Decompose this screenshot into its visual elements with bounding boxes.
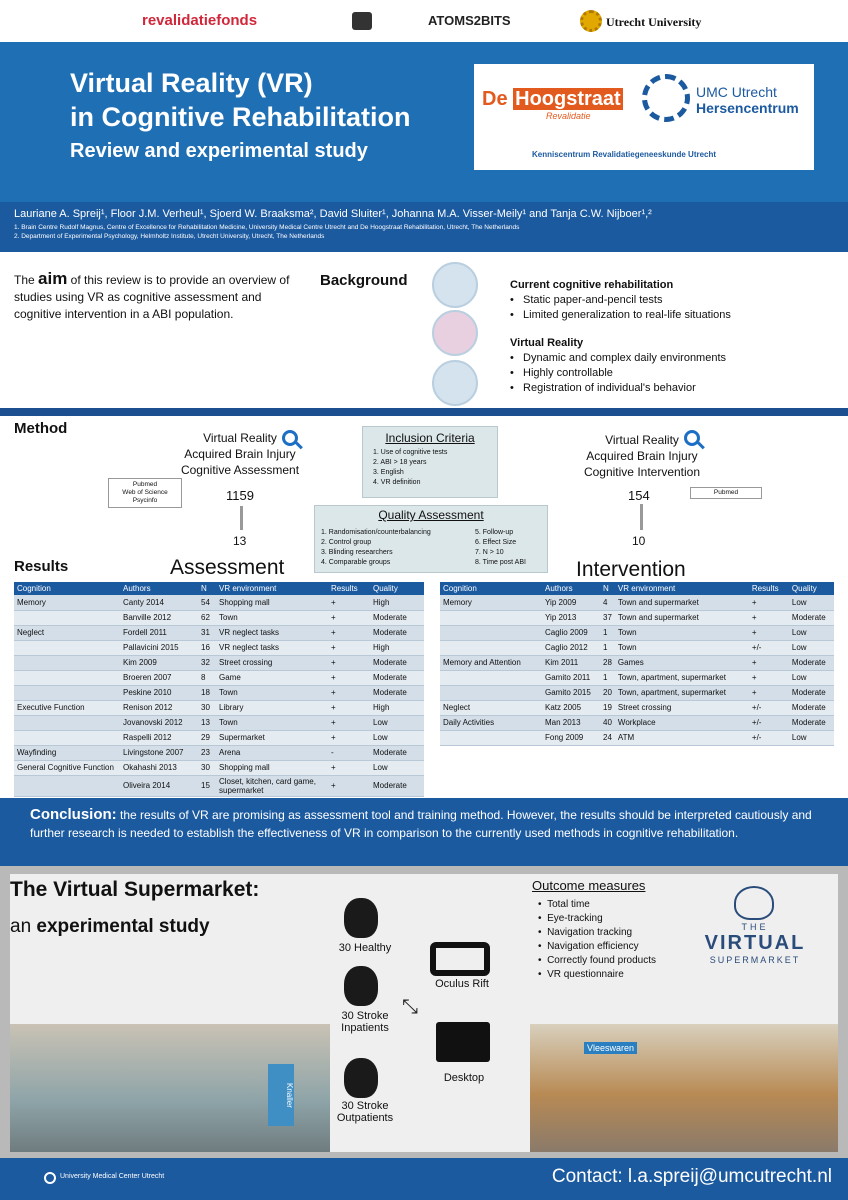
assessment-cell: + [328,670,370,685]
umc-emblem-icon [44,1172,56,1184]
assessment-cell: Memory [14,595,120,610]
intervention-cell: Street crossing [615,700,749,715]
intervention-cell: 28 [600,655,615,670]
section-divider [0,408,848,416]
intervention-cell: Town and supermarket [615,595,749,610]
group-inpatients: 30 Stroke Inpatients [341,1010,389,1034]
table-row [440,595,834,610]
assessment-cell: VR neglect tasks [216,625,328,640]
assessment-cell: Town [216,610,328,625]
table-row [14,775,424,796]
table-row [440,610,834,625]
intervention-cell: 1 [600,670,615,685]
intervention-cell: Moderate [789,700,834,715]
intervention-cell [440,640,542,655]
intervention-cell: ATM [615,730,749,745]
supermarket-section [0,866,848,1158]
supermarket-render-left [10,1024,330,1152]
city-collage-icon [432,310,478,356]
table-row [14,595,424,610]
double-arrow-icon: ⤡ [402,996,418,1018]
intervention-cell: 1 [600,625,615,640]
assessment-cell: Okahashi 2013 [120,760,198,775]
current-rehab-item-1: • Static paper-and-pencil tests [510,294,663,306]
vr-item-2: • Highly controllable [510,367,613,379]
assessment-cell: + [328,595,370,610]
intervention-cell: + [749,670,789,685]
intervention-cell [440,610,542,625]
table-row [14,640,424,655]
assessment-cell [14,715,120,730]
assessment-table [14,582,424,797]
intervention-cell: Town and supermarket [615,610,749,625]
intervention-header-cell: VR environment [615,582,749,595]
assessment-cell: + [328,715,370,730]
assessment-title: Assessment [170,556,285,579]
assessment-cell: Neglect [14,625,120,640]
assessment-cell: Pallavicini 2015 [120,640,198,655]
intervention-cell [440,670,542,685]
group-outpatients: 30 Stroke Outpatients [336,1100,394,1124]
table-row [14,745,424,760]
aim-text: The aim of this review is to provide an overview of studies using VR as cognitive assessment and cognitive intervention in a ABI population. [14,269,290,321]
inclusion-title: Inclusion Criteria [385,431,475,445]
table-row [14,730,424,745]
assessment-arrow [240,506,243,530]
table-row [14,700,424,715]
assessment-cell [14,655,120,670]
intervention-cell: Kim 2011 [542,655,600,670]
sun-seal-icon [580,10,602,32]
intervention-cell: + [749,655,789,670]
device-oculus: Oculus Rift [435,978,489,990]
assessment-cell: Peskine 2010 [120,685,198,700]
title-line-1: Virtual Reality (VR) [70,68,313,98]
assessment-header-cell: Results [328,582,370,595]
assessment-cell: Moderate [370,610,424,625]
quality-list-right: 5. Follow-up 6. Effect Size 7. N > 10 8. Time post ABI [475,529,526,566]
assessment-header-cell: N [198,582,216,595]
current-rehab-item-2: • Limited generalization to real-life situations [510,309,731,321]
assessment-search-title: Virtual Reality Acquired Brain Injury Cognitive Assessment [180,431,300,477]
intervention-count: 154 [628,488,650,503]
assessment-cell: 32 [198,655,216,670]
quality-assessment-box [314,505,548,573]
intervention-cell: 19 [600,700,615,715]
intervention-cell [440,730,542,745]
vr-headset-icon [432,360,478,406]
intervention-search-title: Virtual Reality Acquired Brain Injury Cognitive Intervention [583,433,701,479]
poster-header [0,42,848,202]
assessment-cell: 54 [198,595,216,610]
umc-logo-text: UMC Utrecht Hersencentrum [696,84,799,116]
table-row [14,715,424,730]
assessment-cell: + [328,775,370,796]
assessment-cell: + [328,625,370,640]
vr-item-1: • Dynamic and complex daily environments [510,352,727,364]
partner-logo-panel [474,64,814,170]
assessment-cell: Renison 2012 [120,700,198,715]
title-line-3: Review and experimental study [70,140,368,162]
assessment-cell: Kim 2009 [120,655,198,670]
umc-flower-icon [642,74,690,122]
search-icon [684,430,700,446]
intervention-cell: Town [615,625,749,640]
utrecht-university-logo: Utrecht University [606,15,702,29]
assessment-cell: 23 [198,745,216,760]
head-lightning-icon [344,1058,378,1098]
revalidatiefonds-logo: revalidatiefonds [142,12,258,29]
assessment-cell: 8 [198,670,216,685]
hoogstraat-logo: De Hoogstraat [482,88,621,110]
device-desktop: Desktop [443,1072,485,1084]
assessment-cell: High [370,700,424,715]
table-row [440,640,834,655]
intervention-cell: Moderate [789,715,834,730]
assessment-cell: 30 [198,760,216,775]
assessment-cell: + [328,655,370,670]
intervention-cell: Moderate [789,610,834,625]
head-icon [344,898,378,938]
author-list: Lauriane A. Spreij¹, Floor J.M. Verheul¹, Sjoerd W. Braaksma², David Sluiter¹, Johanna M.A. Visser-Meily¹ and Tanja C.W. Nijboer¹,² [14,208,652,220]
virtual-supermarket-logo: THE VIRTUAL SUPERMARKET [704,922,806,965]
oculus-rift-icon [430,942,490,976]
assessment-cell: Wayfinding [14,745,120,760]
assessment-cell [14,670,120,685]
head-lightning-icon [344,966,378,1006]
intervention-header-cell: N [600,582,615,595]
intervention-arrow [640,504,643,530]
assessment-cell: General Cognitive Function [14,760,120,775]
assessment-cell: 62 [198,610,216,625]
assessment-cell: 31 [198,625,216,640]
assessment-final-count: 13 [233,534,247,548]
table-row [440,700,834,715]
intervention-table [440,582,834,746]
table-row [440,670,834,685]
page-title [70,66,411,168]
assessment-cell [14,775,120,796]
assessment-cell: + [328,760,370,775]
assessment-cell: Executive Function [14,700,120,715]
assessment-cell [14,685,120,700]
intervention-cell: Gamito 2011 [542,670,600,685]
intervention-title: Intervention [576,558,686,581]
assessment-cell: 18 [198,685,216,700]
title-line-2: in Cognitive Rehabilitation [70,102,411,132]
assessment-cell: 15 [198,775,216,796]
brain-cart-icon [734,886,774,920]
supermarket-subtitle: an experimental study [10,916,210,937]
intervention-cell: 4 [600,595,615,610]
conclusion-text: the results of VR are promising as assessment tool and training method. However, the results should be interpreted cautiously and further research is needed to establish the effectiveness of VR in comparison to the currently used methods in cognitive rehabilitation. [30,808,812,840]
assessment-cell: 29 [198,730,216,745]
intervention-cell: 20 [600,685,615,700]
inclusion-list: 1. Use of cognitive tests 2. ABI > 18 years 3. English 4. VR definition [373,449,448,486]
knaller-sign: Knaller [268,1064,294,1126]
conclusion-panel [0,798,848,866]
intervention-cell: Memory [440,595,542,610]
assessment-cell [14,730,120,745]
intervention-database: Pubmed [690,487,762,499]
assessment-cell: Moderate [370,625,424,640]
assessment-cell: Broeren 2007 [120,670,198,685]
assessment-count: 1159 [226,488,254,503]
intervention-final-count: 10 [632,534,646,548]
assessment-cell: Town [216,715,328,730]
assessment-cell: VR neglect tasks [216,640,328,655]
intervention-cell: Gamito 2015 [542,685,600,700]
intervention-cell: Moderate [789,685,834,700]
assessment-cell: 16 [198,640,216,655]
intervention-header-cell: Quality [789,582,834,595]
assessment-header-cell: VR environment [216,582,328,595]
intervention-cell: Moderate [789,655,834,670]
assessment-header-cell: Authors [120,582,198,595]
quality-list-left: 1. Randomisation/counterbalancing 2. Control group 3. Blinding researchers 4. Comparable groups [321,529,431,566]
intervention-header-cell: Cognition [440,582,542,595]
assessment-cell: + [328,610,370,625]
intervention-cell: Town [615,640,749,655]
assessment-cell: Shopping mall [216,760,328,775]
table-row [14,760,424,775]
intervention-cell: Man 2013 [542,715,600,730]
assessment-header-cell: Quality [370,582,424,595]
assessment-header-cell: Cognition [14,582,120,595]
conclusion-label: Conclusion: [30,806,117,823]
intervention-cell: + [749,610,789,625]
assessment-cell: Moderate [370,655,424,670]
assessment-cell: Low [370,715,424,730]
intervention-header-cell: Authors [542,582,600,595]
assessment-cell: Moderate [370,745,424,760]
intervention-cell: Games [615,655,749,670]
assessment-cell: Livingstone 2007 [120,745,198,760]
intervention-cell: Caglio 2009 [542,625,600,640]
vleeswaren-sign: Vleeswaren [584,1042,637,1054]
assessment-cell: Moderate [370,775,424,796]
group-healthy: 30 Healthy [338,942,392,954]
assessment-cell: - [328,745,370,760]
intervention-cell: +/- [749,640,789,655]
table-row [440,685,834,700]
table-row [440,625,834,640]
supermarket-panel [10,874,838,1152]
table-row [14,655,424,670]
outcome-title: Outcome measures [532,878,646,893]
intervention-cell: Neglect [440,700,542,715]
intervention-cell: +/- [749,715,789,730]
assessment-cell: + [328,700,370,715]
atoms2bits-logo: ATOMS2BITS [428,13,511,28]
assessment-cell: Low [370,760,424,775]
intervention-cell: 1 [600,640,615,655]
assessment-cell: Arena [216,745,328,760]
intervention-cell: Fong 2009 [542,730,600,745]
assessment-cell: + [328,640,370,655]
assessment-cell: 13 [198,715,216,730]
inclusion-criteria-box [362,426,498,498]
footer-bar [0,1158,848,1200]
results-heading: Results [14,558,69,575]
desktop-icon [436,1022,490,1062]
intervention-header-cell: Results [749,582,789,595]
intervention-cell: + [749,595,789,610]
intervention-cell [440,625,542,640]
intervention-cell: +/- [749,700,789,715]
table-row [440,715,834,730]
method-heading: Method [14,420,68,437]
assessment-cell [14,610,120,625]
intervention-cell [440,685,542,700]
assessment-cell: Canty 2014 [120,595,198,610]
intervention-cell: Low [789,640,834,655]
intervention-cell: + [749,625,789,640]
intervention-cell: 24 [600,730,615,745]
intervention-cell: Workplace [615,715,749,730]
assessment-cell: Street crossing [216,655,328,670]
assessment-cell: Closet, kitchen, card game, supermarket [216,775,328,796]
assessment-cell: 30 [198,700,216,715]
current-rehab-title: Current cognitive rehabilitation [510,279,674,291]
intervention-cell: Yip 2013 [542,610,600,625]
assessment-cell: Library [216,700,328,715]
intervention-cell: Katz 2005 [542,700,600,715]
background-heading: Background [320,272,408,289]
vr-title: Virtual Reality [510,337,584,349]
assessment-cell: High [370,640,424,655]
assessment-cell: Raspelli 2012 [120,730,198,745]
assessment-cell: Shopping mall [216,595,328,610]
intervention-cell: Caglio 2012 [542,640,600,655]
table-row [14,670,424,685]
intervention-cell: Town, apartment, supermarket [615,685,749,700]
assessment-cell: Town [216,685,328,700]
table-row [14,610,424,625]
assessment-cell: Oliveira 2014 [120,775,198,796]
intervention-cell: + [749,685,789,700]
intervention-cell: +/- [749,730,789,745]
supermarket-title: The Virtual Supermarket: [10,878,260,901]
affiliation-1: 1. Brain Centre Rudolf Magnus, Centre of Excellence for Rehabilitation Medicine, University Medical Centre Utrecht and De Hoogstraat Rehabilitation, Utrecht, The Netherlands [14,224,520,231]
umc-footer-logo: University Medical Center Utrecht [60,1173,165,1180]
intervention-cell: Low [789,670,834,685]
table-row [14,685,424,700]
intervention-cell: Daily Activities [440,715,542,730]
intervention-cell: Low [789,730,834,745]
assessment-cell: Fordell 2011 [120,625,198,640]
search-icon [282,430,298,446]
assessment-cell: Game [216,670,328,685]
bb-logo-icon [352,12,372,30]
outcome-list: • Total time • Eye-tracking • Navigation tracking • Navigation efficiency • Correctly found products • VR questionnaire [538,899,657,980]
intervention-cell: Town, apartment, supermarket [615,670,749,685]
supermarket-render-right [530,1024,838,1152]
intervention-cell: 37 [600,610,615,625]
hoogstraat-sub: Revalidatie [546,111,591,121]
authors-block [0,202,848,252]
intervention-cell: 40 [600,715,615,730]
logo-bar [0,0,848,42]
paper-test-icon [432,262,478,308]
intervention-cell: Low [789,595,834,610]
assessment-cell [14,640,120,655]
background-list [510,278,840,396]
affiliation-2: 2. Department of Experimental Psychology, Helmholtz Institute, Utrecht University, Utrecht, The Netherlands [14,233,325,240]
assessment-databases: Pubmed Web of Science Psycinfo [108,478,182,508]
assessment-cell: Supermarket [216,730,328,745]
table-row [440,655,834,670]
vr-item-3: • Registration of individual's behavior [510,382,696,394]
assessment-cell: Jovanovski 2012 [120,715,198,730]
assessment-cell: Moderate [370,670,424,685]
assessment-cell: + [328,730,370,745]
intervention-cell: Yip 2009 [542,595,600,610]
quality-title: Quality Assessment [378,508,484,522]
intervention-cell: Low [789,625,834,640]
assessment-cell: High [370,595,424,610]
table-row [440,730,834,745]
kenniscentrum-label: Kenniscentrum Revalidatiegeneeskunde Utrecht [532,150,717,159]
assessment-cell: Moderate [370,685,424,700]
assessment-cell: Low [370,730,424,745]
contact-email[interactable]: Contact: l.a.spreij@umcutrecht.nl [551,1166,832,1187]
table-row [14,625,424,640]
assessment-cell: Banville 2012 [120,610,198,625]
assessment-cell: + [328,685,370,700]
intervention-cell: Memory and Attention [440,655,542,670]
